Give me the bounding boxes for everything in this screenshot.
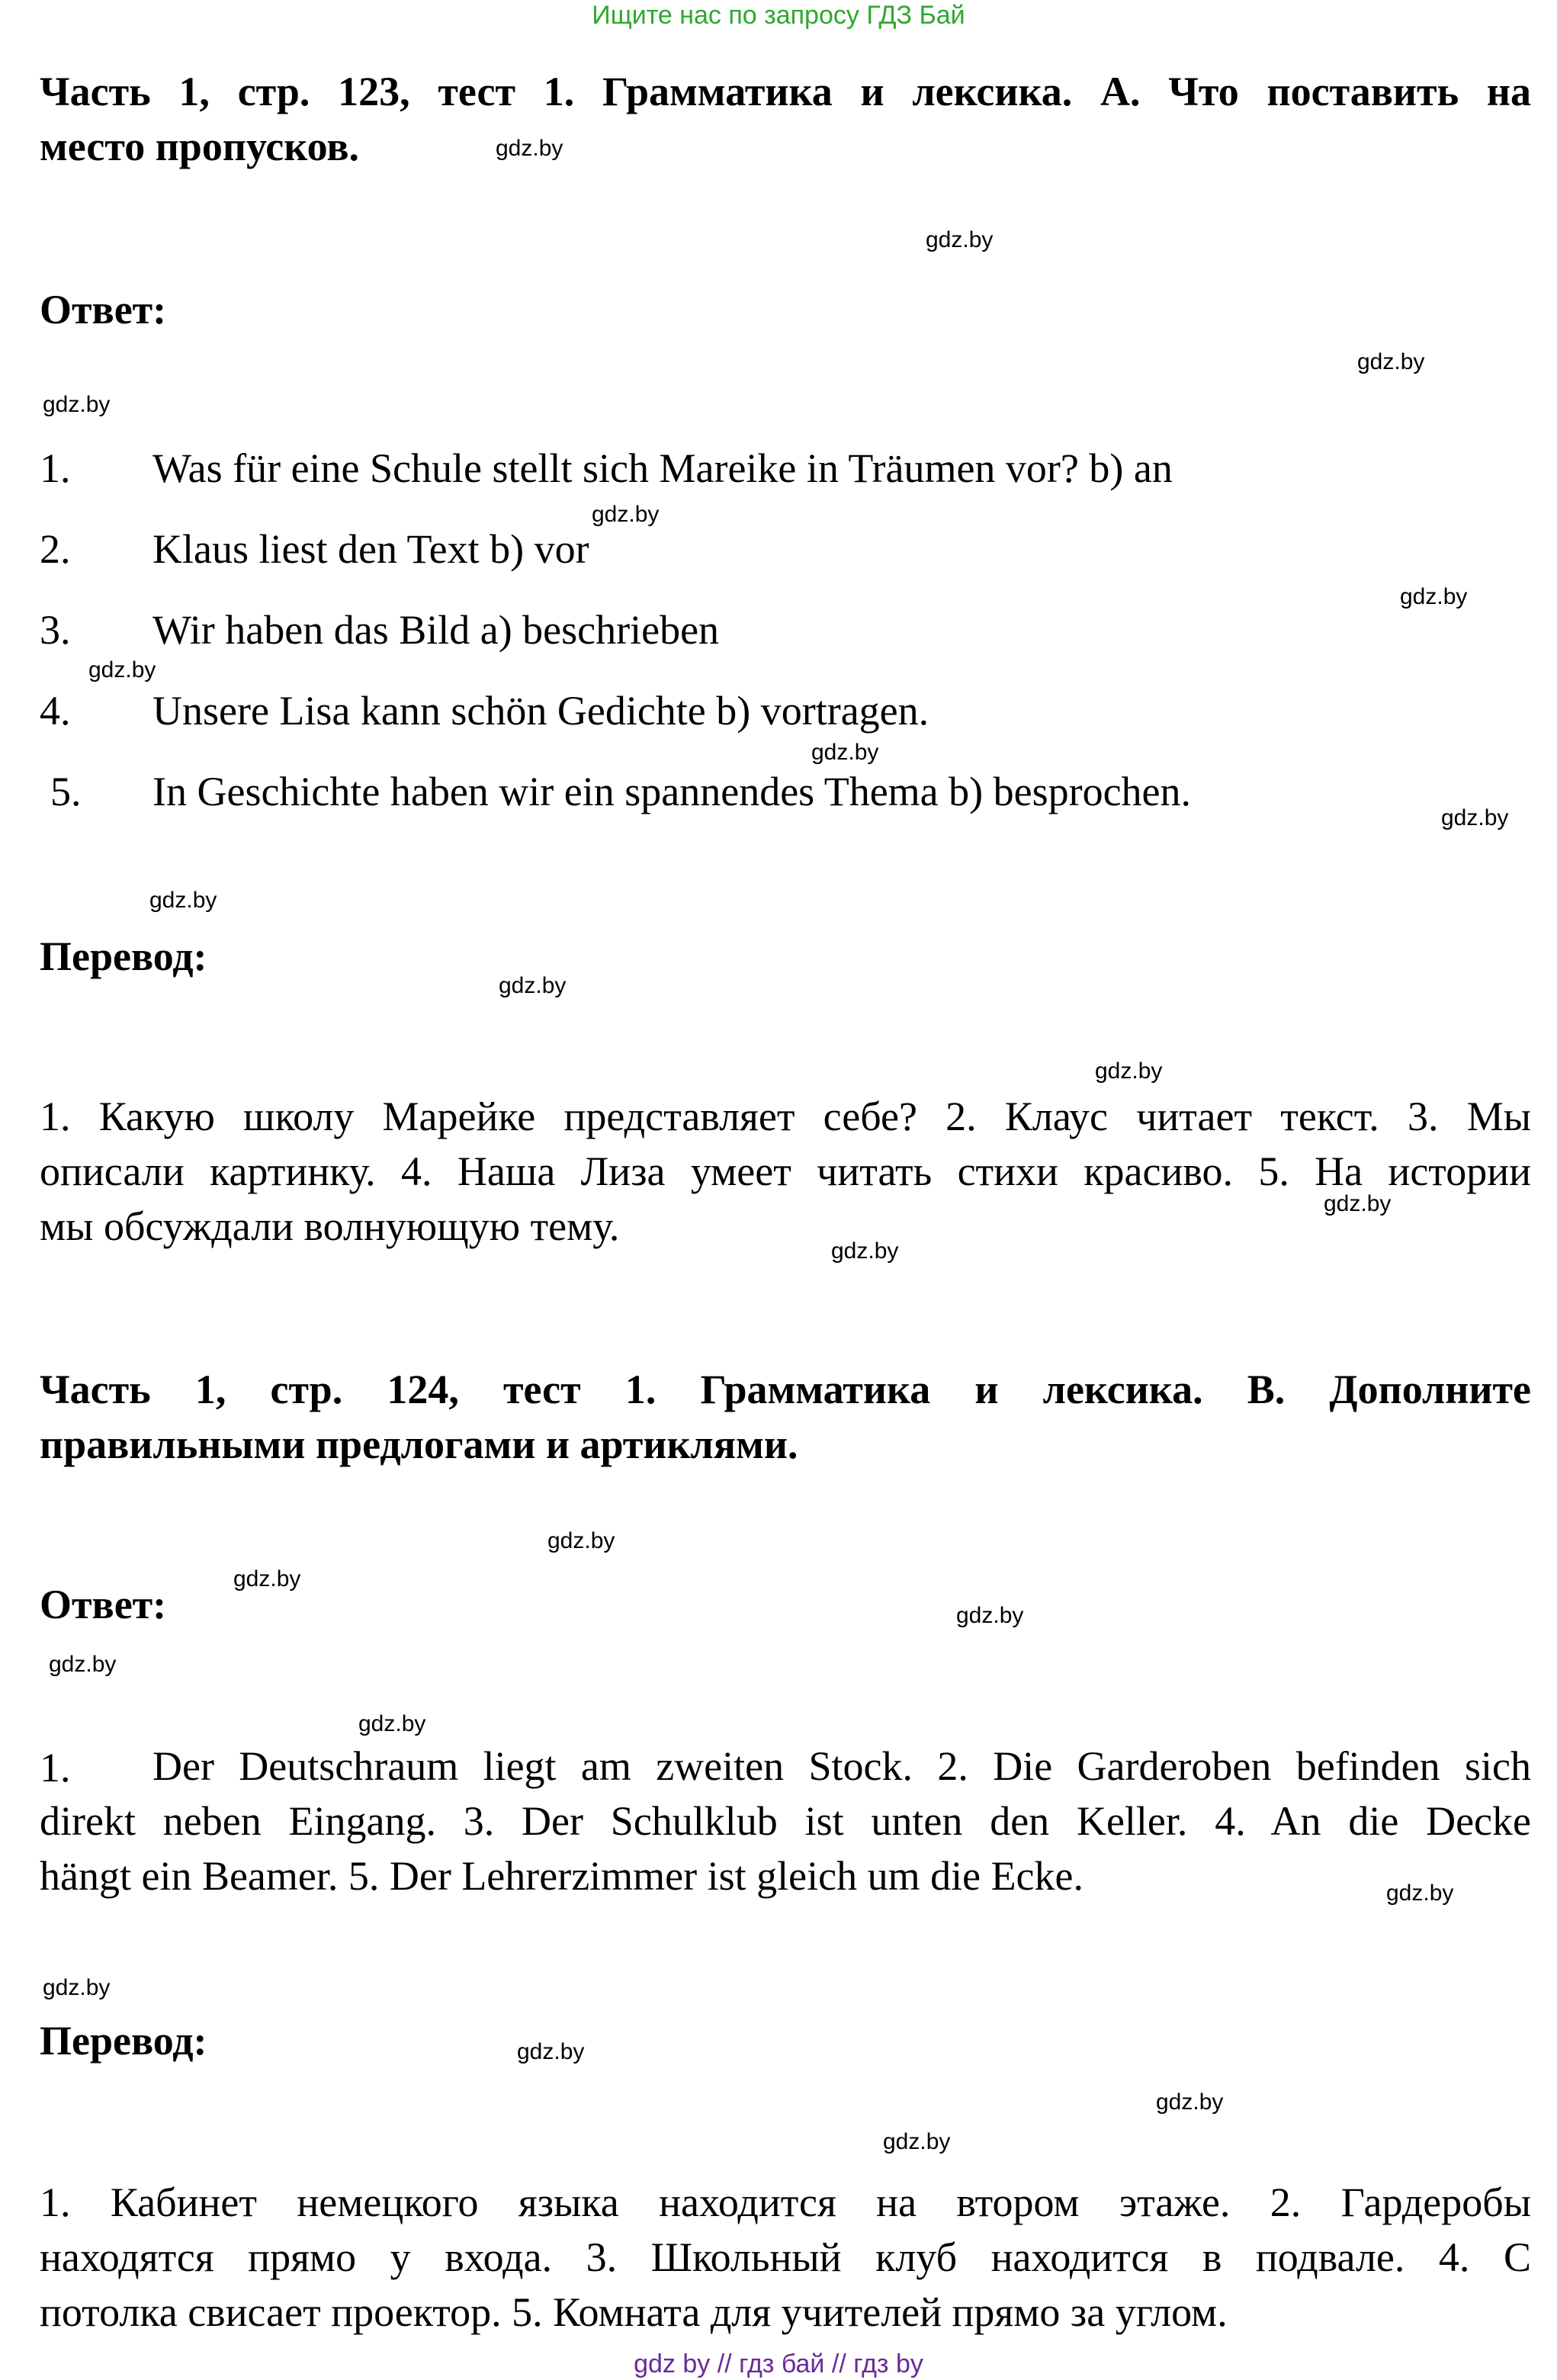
watermark: gdz.by <box>547 1528 615 1553</box>
section1-translation <box>40 1089 1531 1254</box>
section1-item-2-text: Klaus liest den Text b) vor <box>152 526 589 572</box>
section1-translation-line-2: описали картинку. 4. Наша Лиза умеет читать стихи красиво. 5. На истории <box>40 1148 1531 1194</box>
section1-translation-line-1: 1. Какую школу Марейке представляет себе? 2. Клаус читает текст. 3. Мы <box>40 1094 1531 1139</box>
watermark: gdz.by <box>49 1652 117 1677</box>
watermark: gdz.by <box>233 1566 301 1591</box>
watermark: gdz.by <box>358 1711 426 1736</box>
watermark: gdz.by <box>149 888 217 913</box>
section1-item-1-text: Was für eine Schule stellt sich Mareike in Träumen vor? b) an <box>152 445 1173 491</box>
section1-item-1-num: 1. <box>40 445 71 491</box>
section2-answer <box>40 1739 1531 1903</box>
watermark: gdz.by <box>43 392 111 417</box>
watermark: gdz.by <box>1386 1881 1454 1906</box>
section1-answer-label: Ответ: <box>40 287 167 332</box>
watermark: gdz.by <box>1400 584 1468 609</box>
watermark: gdz.by <box>499 973 567 998</box>
section1-item-4-num: 4. <box>40 688 71 734</box>
section2-answer-label: Ответ: <box>40 1582 167 1627</box>
section1-item-5-text: In Geschichte haben wir ein spannendes Thema b) besprochen. <box>152 769 1192 814</box>
watermark: gdz.by <box>592 502 660 527</box>
section2-answer-line-1: Der Deutschraum liegt am zweiten Stock. 2. Die Garderoben befinden sich <box>152 1743 1531 1789</box>
section1-heading-line1: Часть 1, стр. 123, тест 1. Грамматика и лексика. А. Что поставить на <box>40 69 1531 114</box>
section2-answer-num: 1. <box>40 1745 71 1791</box>
section2-translation <box>40 2175 1531 2340</box>
section2-translation-line-1: 1. Кабинет немецкого языка находится на втором этаже. 2. Гардеробы <box>40 2179 1531 2225</box>
section1-item-3-num: 3. <box>40 607 71 653</box>
section2-heading-line1: Часть 1, стр. 124, тест 1. Грамматика и лексика. В. Дополните <box>40 1367 1531 1412</box>
watermark: gdz.by <box>1095 1058 1163 1084</box>
watermark: gdz.by <box>43 1975 111 2000</box>
section1-item-5-num: 5. <box>50 769 82 814</box>
watermark: gdz.by <box>956 1603 1024 1628</box>
section2-translation-line-3: потолка свисает проектор. 5. Комната для учителей прямо за углом. <box>40 2289 1228 2335</box>
section2-heading <box>40 1362 1531 1472</box>
footer-links[interactable]: gdz by // гдз бай // гдз by <box>634 2349 923 2378</box>
section2-answer-line-2: direkt neben Eingang. 3. Der Schulklub ist unten den Keller. 4. An die Decke <box>40 1798 1531 1844</box>
watermark: gdz.by <box>517 2039 585 2064</box>
section2-translation-line-2: находятся прямо у входа. 3. Школьный клуб находится в подвале. 4. С <box>40 2234 1531 2280</box>
section1-item-2-num: 2. <box>40 526 71 572</box>
section2-answer-line-3: hängt ein Beamer. 5. Der Lehrerzimmer ist gleich um die Ecke. <box>40 1853 1083 1899</box>
watermark: gdz.by <box>1441 805 1509 830</box>
watermark: gdz.by <box>883 2129 951 2154</box>
section1-heading-line2: место пропусков. <box>40 124 359 169</box>
watermark: gdz.by <box>811 740 879 765</box>
watermark: gdz.by <box>88 657 156 683</box>
watermark: gdz.by <box>926 227 994 252</box>
section1-item-3-text: Wir haben das Bild a) beschrieben <box>152 607 720 653</box>
section1-item-4-text: Unsere Lisa kann schön Gedichte b) vortragen. <box>152 688 929 734</box>
section2-translation-label: Перевод: <box>40 2018 207 2064</box>
watermark: gdz.by <box>496 136 563 161</box>
watermark: gdz.by <box>1357 349 1425 374</box>
top-banner[interactable]: Ищите нас по запросу ГДЗ Бай <box>592 1 965 30</box>
section1-translation-label: Перевод: <box>40 933 207 979</box>
watermark: gdz.by <box>831 1238 899 1264</box>
section2-heading-line2: правильными предлогами и артиклями. <box>40 1421 798 1467</box>
watermark: gdz.by <box>1324 1191 1392 1216</box>
watermark: gdz.by <box>1156 2089 1224 2115</box>
section1-translation-line-3: мы обсуждали волнующую тему. <box>40 1203 620 1249</box>
section1-heading <box>40 64 1531 174</box>
